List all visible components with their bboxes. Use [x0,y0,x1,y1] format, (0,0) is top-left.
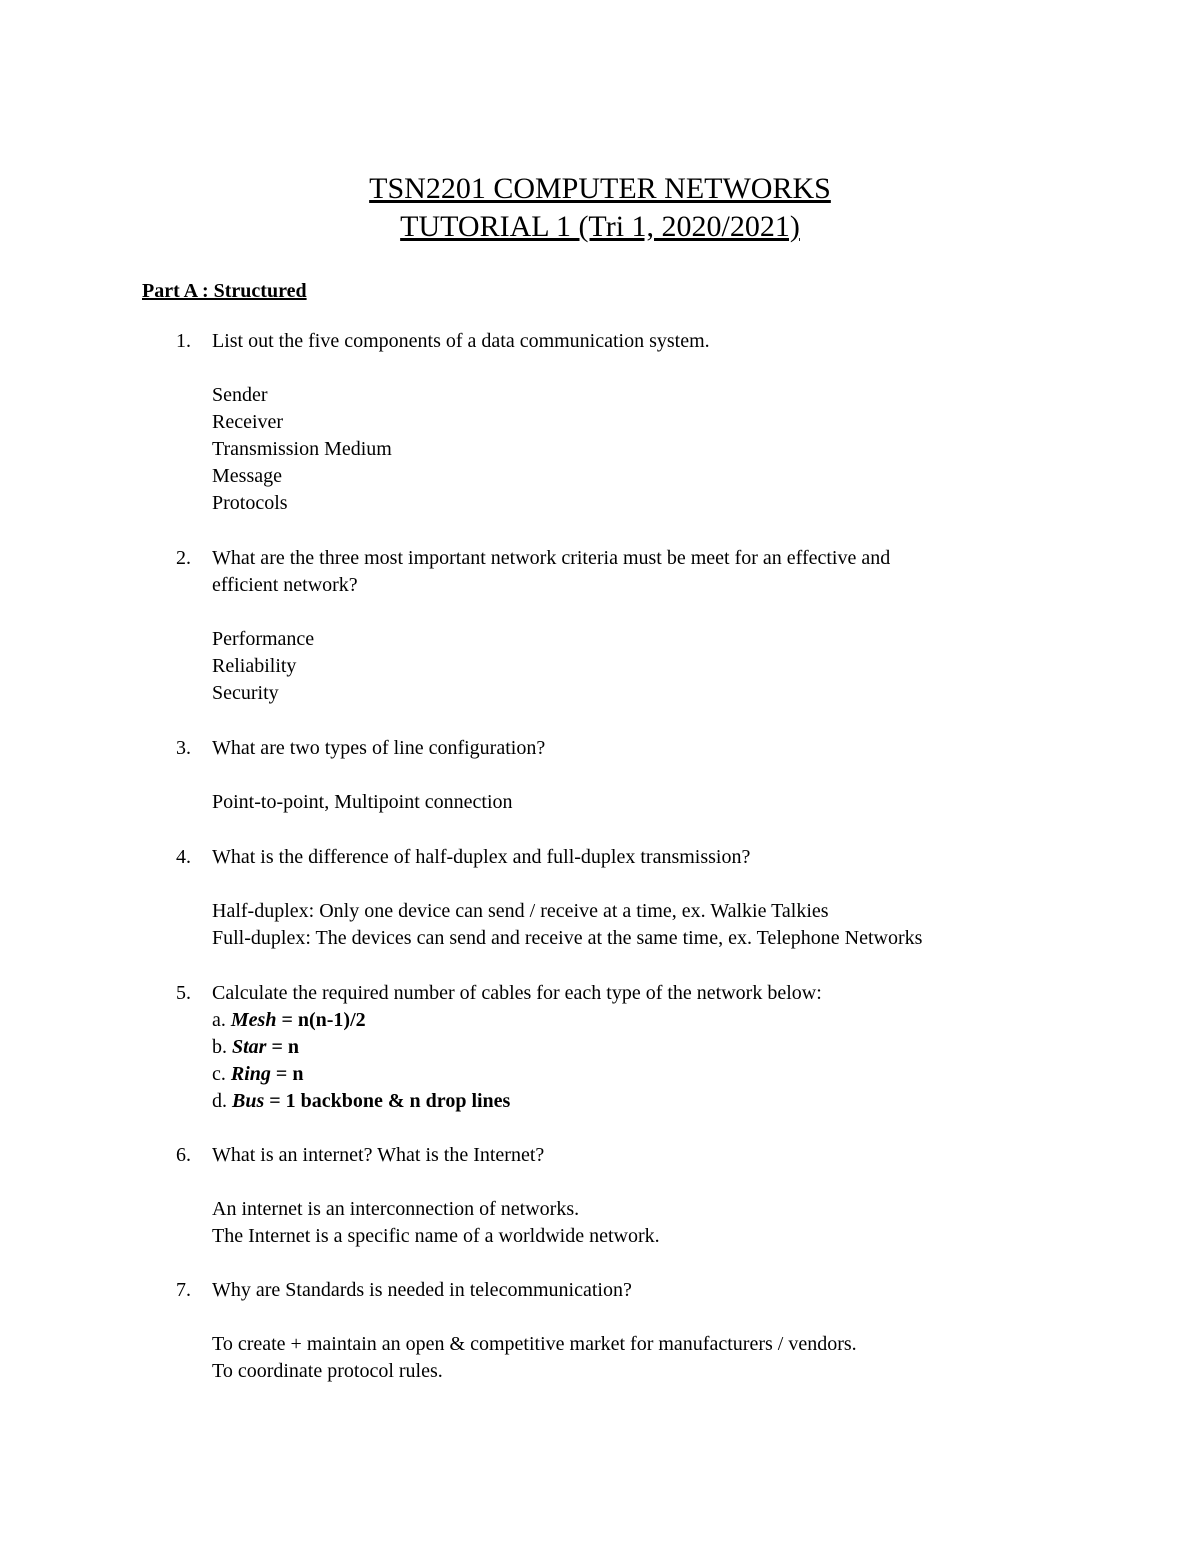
topology-name: Star [232,1036,267,1058]
answer-line: Reliability [212,655,297,677]
item-prefix: a. [212,1009,231,1031]
answer-line: To create + maintain an open & competitive market for manufacturers / vendors. [212,1333,857,1355]
question-text-line: efficient network? [212,574,358,596]
topology-name: Ring [230,1063,271,1085]
question-number: 2. [176,547,191,569]
answer-line: Transmission Medium [212,438,392,460]
question-number: 4. [176,846,191,868]
document-title-line-1: TSN2201 COMPUTER NETWORKS [369,172,831,205]
item-prefix: d. [212,1090,232,1112]
question-number: 5. [176,982,191,1004]
topology-name: Bus [232,1090,265,1112]
question-text-line: What are the three most important network criteria must be meet for an effective and [212,547,891,569]
cable-item-bus [212,1088,510,1115]
question-number: 7. [176,1279,191,1301]
answer-line: Full-duplex: The devices can send and receive at the same time, ex. Telephone Networks [212,927,923,949]
answer-1 [212,382,392,517]
cable-formula: = 1 backbone & n drop lines [264,1090,511,1112]
answer-5 [212,1007,510,1115]
item-prefix: b. [212,1036,232,1058]
cable-formula: = n(n-1)/2 [276,1009,366,1031]
answer-line: To coordinate protocol rules. [212,1360,443,1382]
question-number: 3. [176,737,191,759]
cable-item-ring [212,1061,510,1088]
question-number: 1. [176,330,191,352]
answer-line: Point-to-point, Multipoint connection [212,791,513,813]
answer-line: Sender [212,384,268,406]
answer-line: The Internet is a specific name of a worldwide network. [212,1225,660,1247]
question-text: Why are Standards is needed in telecommunication? [212,1279,632,1301]
document-title-line-2: TUTORIAL 1 (Tri 1, 2020/2021) [400,210,800,243]
answer-line: Message [212,465,282,487]
topology-name: Mesh [230,1009,277,1031]
question-text: What is the difference of half-duplex and full-duplex transmission? [212,846,751,868]
question-text: List out the five components of a data communication system. [212,330,710,352]
answer-6 [212,1196,660,1250]
answer-3 [212,789,513,816]
cable-item-star [212,1034,510,1061]
answer-line: Receiver [212,411,284,433]
part-a-heading: Part A : Structured [142,280,307,302]
item-prefix: c. [212,1063,231,1085]
question-text [212,545,1072,599]
answer-4 [212,898,922,952]
cable-formula: = n [270,1063,304,1085]
answer-7 [212,1331,857,1385]
question-text: What are two types of line configuration? [212,737,546,759]
question-text: What is an internet? What is the Internet? [212,1144,545,1166]
cable-item-mesh [212,1007,510,1034]
question-number: 6. [176,1144,191,1166]
question-text: Calculate the required number of cables for each type of the network below: [212,982,822,1004]
answer-2 [212,626,314,707]
answer-line: Protocols [212,492,288,514]
cable-formula: = n [266,1036,299,1058]
answer-line: Performance [212,628,315,650]
answer-line: Half-duplex: Only one device can send / receive at a time, ex. Walkie Talkies [212,900,829,922]
answer-line: Security [212,682,279,704]
answer-line: An internet is an interconnection of networks. [212,1198,580,1220]
